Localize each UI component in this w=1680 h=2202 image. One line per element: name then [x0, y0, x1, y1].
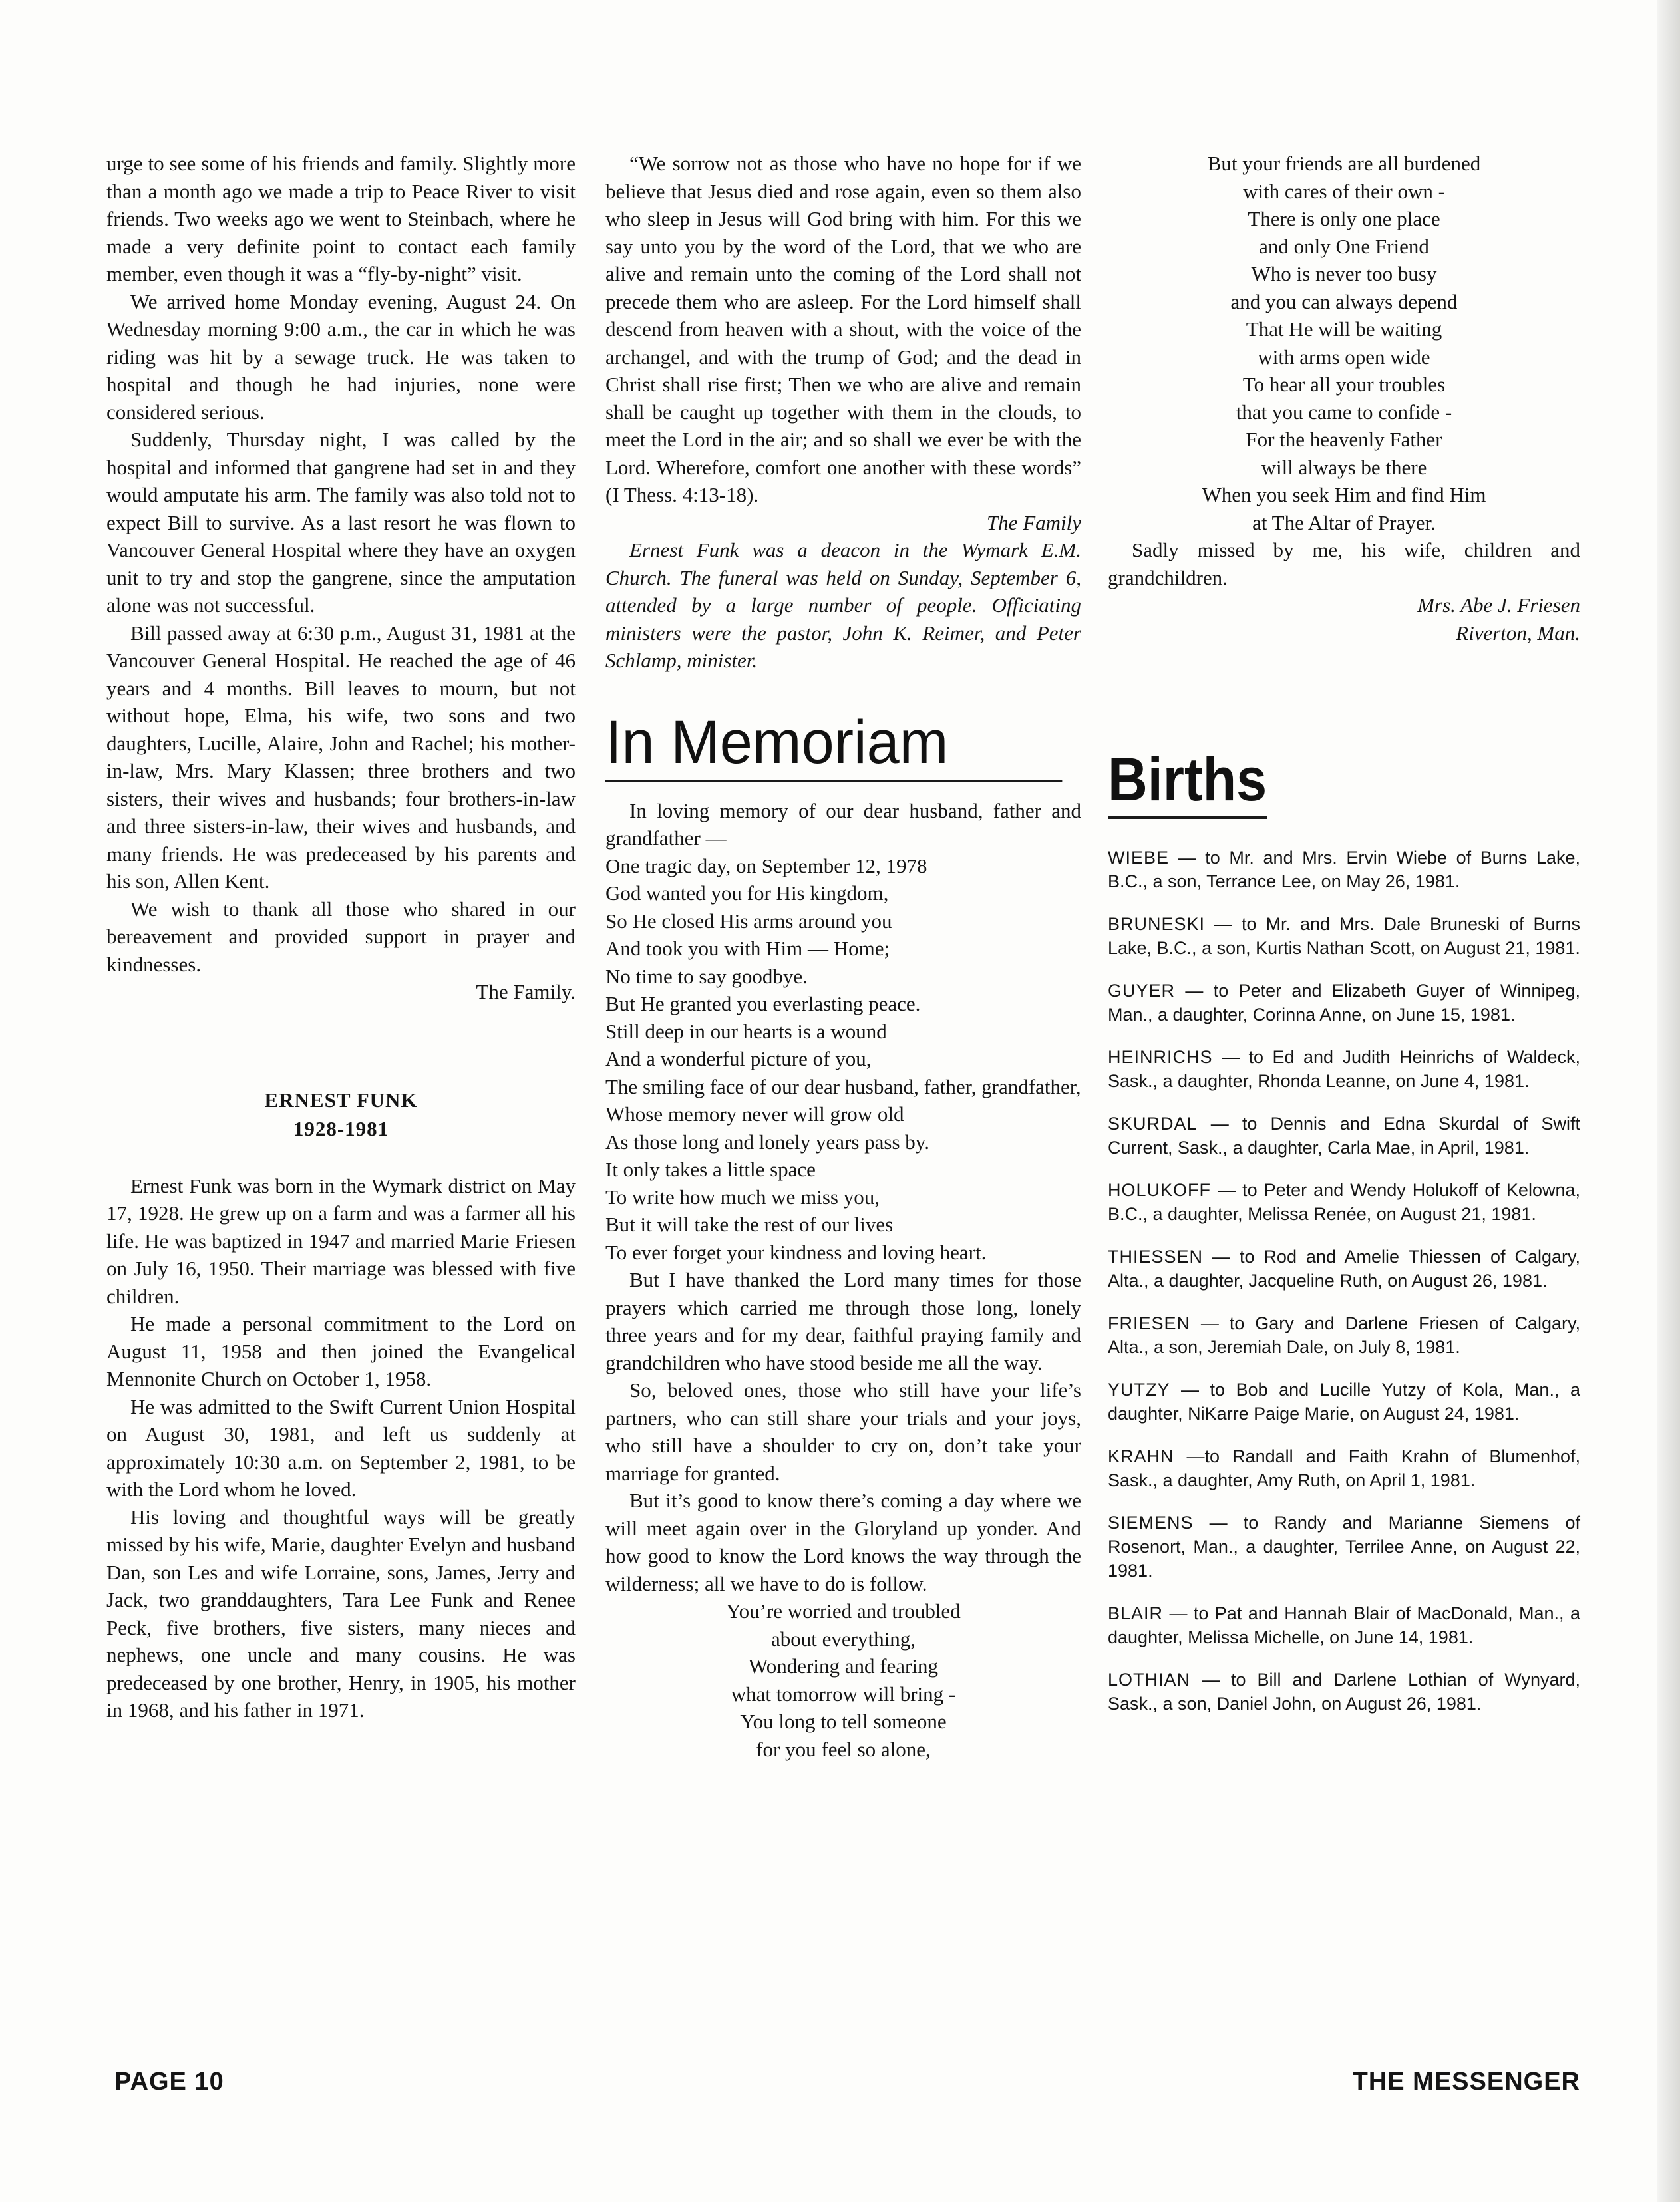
poem-line: When you seek Him and find Him [1202, 483, 1486, 506]
memoriam-intro: In loving memory of our dear husband, father and grandfather — [605, 798, 1081, 850]
birth-family-name: THIESSEN [1108, 1247, 1204, 1267]
poem-line: and you can always depend [1230, 289, 1458, 313]
birth-family-name: WIEBE [1108, 848, 1170, 867]
birth-entry [1108, 846, 1580, 893]
centered-poem [1108, 150, 1580, 536]
poem-line: For the heavenly Father [1246, 428, 1442, 451]
poem-line: And a wonderful picture of you, [605, 1047, 872, 1070]
obit-paragraph: He was admitted to the Swift Current Union Hospital on August 30, 1981, and left us suddenly at approximately 10:30 a.m. on September 2, 1981, to be with the Lord whom he loved. [106, 1394, 576, 1501]
obit-paragraph: We wish to thank all those who shared in our bereavement and provided support in prayer and kindnesses. [106, 897, 576, 976]
birth-entry [1108, 1045, 1580, 1093]
obit-paragraph: Ernest Funk was born in the Wymark district on May 17, 1928. He grew up on a farm and was a farmer all his life. He was baptized in 1947 and married Marie Friesen on July 16, 1950. Their marriage was blessed with five children. [106, 1174, 576, 1308]
birth-entry [1108, 1511, 1580, 1583]
birth-details: — to Mr. and Mrs. Ervin Wiebe of Burns Lake, B.C., a son, Terrance Lee, on May 26, 1981. [1108, 848, 1580, 891]
birth-entry [1108, 912, 1580, 960]
poem-line: That He will be waiting [1246, 317, 1442, 341]
sadly-missed: Sadly missed by me, his wife, children and grandchildren. [1108, 538, 1580, 589]
poem-line: and only One Friend [1259, 234, 1429, 258]
birth-family-name: BRUNESKI [1108, 914, 1206, 934]
poem-line: You long to tell someone [740, 1710, 947, 1733]
birth-family-name: SKURDAL [1108, 1114, 1198, 1134]
family-signature: The Family. [476, 980, 576, 1003]
poem-line: To hear all your troubles [1242, 373, 1446, 396]
poem-line: at The Altar of Prayer. [1252, 510, 1436, 534]
poem-line: But your friends are all burdened [1207, 152, 1481, 175]
poem-line: will always be there [1261, 455, 1427, 479]
obituary-name-heading: ERNEST FUNK [264, 1088, 418, 1112]
poem-line: There is only one place [1248, 207, 1440, 230]
birth-details: — to Gary and Darlene Friesen of Calgary, Alta., a son, Jeremiah Dale, on July 8, 1981. [1108, 1313, 1580, 1357]
obituary-years-heading: 1928-1981 [293, 1116, 389, 1140]
birth-details: — to Peter and Elizabeth Guyer of Winnipeg, Man., a daughter, Corinna Anne, on June 15, 1981. [1108, 981, 1580, 1024]
memoriam-paragraph: But I have thanked the Lord many times for those prayers which carried me through those long, lonely three years and for my dear, faithful praying family and grandchildren who have stood beside me all the way. [605, 1268, 1081, 1374]
birth-family-name: KRAHN [1108, 1446, 1174, 1466]
birth-details: — to Pat and Hannah Blair of MacDonald, Man., a daughter, Melissa Michelle, on June 14, 1981. [1108, 1603, 1580, 1647]
poem-line: But He granted you everlasting peace. [605, 992, 921, 1015]
poem-line: To write how much we miss you, [605, 1185, 880, 1209]
poem-line: You’re worried and troubled [726, 1599, 961, 1623]
birth-details: — to Bob and Lucille Yutzy of Kola, Man., a daughter, NiKarre Paige Marie, on August 24, 1981. [1108, 1380, 1580, 1424]
birth-details: — to Peter and Wendy Holukoff of Kelowna, B.C., a daughter, Melissa Renée, on August 21, 1981. [1108, 1180, 1580, 1224]
birth-entry [1108, 1378, 1580, 1426]
poem-line: Wondering and fearing [748, 1654, 938, 1678]
birth-family-name: HOLUKOFF [1108, 1180, 1212, 1200]
memoriam-paragraph: So, beloved ones, those who still have your life’s partners, who can still share your trials and your joys, who still have a shoulder to cry on, don’t take your marriage for granted. [605, 1378, 1081, 1485]
poem-line: with arms open wide [1258, 345, 1430, 369]
poem-line: The smiling face of our dear husband, father, grandfather, [605, 1074, 1081, 1098]
publication-name: THE MESSENGER [1352, 2068, 1580, 2096]
poem-line: No time to say goodbye. [605, 964, 808, 988]
column-middle [605, 150, 1081, 1763]
birth-family-name: HEINRICHS [1108, 1047, 1213, 1067]
poem-line: Still deep in our hearts is a wound [605, 1019, 887, 1043]
birth-entry [1108, 1245, 1580, 1293]
poem-line: Whose memory never will grow old [605, 1102, 904, 1126]
birth-entry [1108, 979, 1580, 1026]
memoriam-poem-cont [605, 1100, 1081, 1239]
poem-line: As those long and lonely years pass by. [605, 1130, 930, 1154]
birth-family-name: SIEMENS [1108, 1513, 1194, 1533]
poem-line: with cares of their own - [1243, 179, 1445, 203]
poem-line: what tomorrow will bring - [731, 1682, 956, 1706]
poem-line: So He closed His arms around you [605, 909, 892, 933]
birth-family-name: BLAIR [1108, 1603, 1164, 1623]
poem-line: for you feel so alone, [756, 1737, 931, 1761]
birth-entry [1108, 1112, 1580, 1160]
birth-family-name: GUYER [1108, 981, 1176, 1001]
memoriam-paragraph: But it’s good to know there’s coming a day where we will meet again over in the Gloryland up yonder. And how good to know the Lord knows the way through the wilderness; all we have to do is follow. [605, 1489, 1081, 1595]
poem-line: Who is never too busy [1251, 262, 1437, 285]
birth-details: — to Rod and Amelie Thiessen of Calgary, Alta., a daughter, Jacqueline Ruth, on August 26, 1981. [1108, 1247, 1580, 1291]
in-memoriam-heading: In Memoriam [605, 709, 1062, 782]
scripture-quote: “We sorrow not as those who have no hope for if we believe that Jesus died and rose again, even so them also who sleep in Jesus will God bring with him. For this we say unto you by the word of the Lord, that we who are alive and remain unto the coming of the Lord shall not precede them who are asleep. For the Lord himself shall descend from heaven with a shout, with the voice of the archangel, and with the trump of God; and the dead in Christ shall rise first; Then we who are alive and remain shall be caught up together with them in the clouds, to meet the Lord in the air; and so shall we ever be with the Lord. Wherefore, comfort one another with these words” (I Thess. 4:13-18). [605, 152, 1081, 506]
birth-details: — to Randy and Marianne Siemens of Rosenort, Man., a daughter, Terrilee Anne, on August 22, 1981. [1108, 1513, 1580, 1581]
obit-paragraph: His loving and thoughtful ways will be greatly missed by his wife, Marie, daughter Evelyn and husband Dan, son Les and wife Lorraine, sons, James, Jerry and Jack, two granddaughters, Tara Lee Funk and Renee Peck, five brothers, five sisters, many nieces and nephews, one uncle and many cousins. He was predeceased by one brother, Henry, in 1905, his mother in 1968, and his father in 1971. [106, 1505, 576, 1722]
birth-family-name: LOTHIAN [1108, 1670, 1191, 1690]
birth-details: — to Mr. and Mrs. Dale Bruneski of Burns Lake, B.C., a son, Kurtis Nathan Scott, on August 21, 1981. [1108, 914, 1580, 958]
poem-line: To ever forget your kindness and loving heart. [605, 1240, 987, 1264]
birth-entry [1108, 1178, 1580, 1226]
centered-poem [605, 1597, 1081, 1763]
poem-line: But it will take the rest of our lives [605, 1213, 894, 1236]
obit-paragraph: Suddenly, Thursday night, I was called by the hospital and informed that gangrene had set in and they would amputate his arm. The family was also told not to expect Bill to survive. As a last resort he was flown to Vancouver General Hospital where they have an oxygen unit to try and stop the gangrene, since the amputation alone was not successful. [106, 428, 576, 617]
birth-entry [1108, 1444, 1580, 1492]
column-left [106, 150, 576, 1724]
poem-line: One tragic day, on September 12, 1978 [605, 854, 927, 877]
poem-line: about everything, [771, 1627, 916, 1651]
birth-entry [1108, 1668, 1580, 1716]
births-heading: Births [1108, 746, 1267, 819]
birth-entry [1108, 1601, 1580, 1649]
births-list [1108, 846, 1580, 1716]
poem-line: God wanted you for His kingdom, [605, 881, 889, 905]
page-number: PAGE 10 [114, 2068, 224, 2096]
poem-line: And took you with Him — Home; [605, 937, 890, 960]
birth-details: — to Ed and Judith Heinrichs of Waldeck, Sask., a daughter, Rhonda Leanne, on June 4, 1981. [1108, 1047, 1580, 1091]
poem-line: that you came to confide - [1236, 400, 1452, 424]
birth-details: — to Bill and Darlene Lothian of Wynyard, Sask., a son, Daniel John, on August 26, 1981. [1108, 1670, 1580, 1714]
birth-family-name: FRIESEN [1108, 1313, 1191, 1333]
birth-entry [1108, 1311, 1580, 1359]
birth-details: — to Dennis and Edna Skurdal of Swift Current, Sask., a daughter, Carla Mae, in April, 1981. [1108, 1114, 1580, 1158]
signature-name: Mrs. Abe J. Friesen [1417, 593, 1580, 617]
funeral-note: Ernest Funk was a deacon in the Wymark E.M. Church. The funeral was held on Sunday, September 6, attended by a large number of people. Officiating ministers were the pastor, John K. Reimer, and Peter Schlamp, minister. [605, 538, 1081, 672]
obit-paragraph: urge to see some of his friends and family. Slightly more than a month ago we made a trip to Peace River to visit friends. Two weeks ago we went to Steinbach, where he made a very definite point to contact each family member, even though it was a “fly-by-night” visit. [106, 152, 576, 285]
scripture-signature: The Family [986, 510, 1081, 534]
column-right [1108, 150, 1580, 1734]
poem-line: It only takes a little space [605, 1158, 816, 1181]
birth-family-name: YUTZY [1108, 1380, 1170, 1400]
page-edge-shadow [1657, 0, 1680, 2202]
memoriam-poem [605, 852, 1081, 1073]
obit-paragraph: He made a personal commitment to the Lord on August 11, 1958 and then joined the Evangelical Mennonite Church on October 1, 1958. [106, 1312, 576, 1390]
obit-paragraph: Bill passed away at 6:30 p.m., August 31, 1981 at the Vancouver General Hospital. He reached the age of 46 years and 4 months. Bill leaves to mourn, but not without hope, Elma, his wife, two sons and two daughters, Lucille, Alaire, John and Rachel; his mother-in-law, Mrs. Mary Klassen; three brothers and two sisters, their wives and husbands; four brothers-in-law and three sisters-in-law, their wives and husbands, and many friends. He was predeceased by his parents and his son, Allen Kent. [106, 621, 576, 893]
obit-paragraph: We arrived home Monday evening, August 24. On Wednesday morning 9:00 a.m., the car in which he was riding was hit by a sewage truck. He was taken to hospital and though he had injuries, none were considered serious. [106, 289, 576, 424]
signature-place: Riverton, Man. [1456, 621, 1580, 645]
birth-details: —to Randall and Faith Krahn of Blumenhof, Sask., a daughter, Amy Ruth, on April 1, 1981. [1108, 1446, 1580, 1490]
